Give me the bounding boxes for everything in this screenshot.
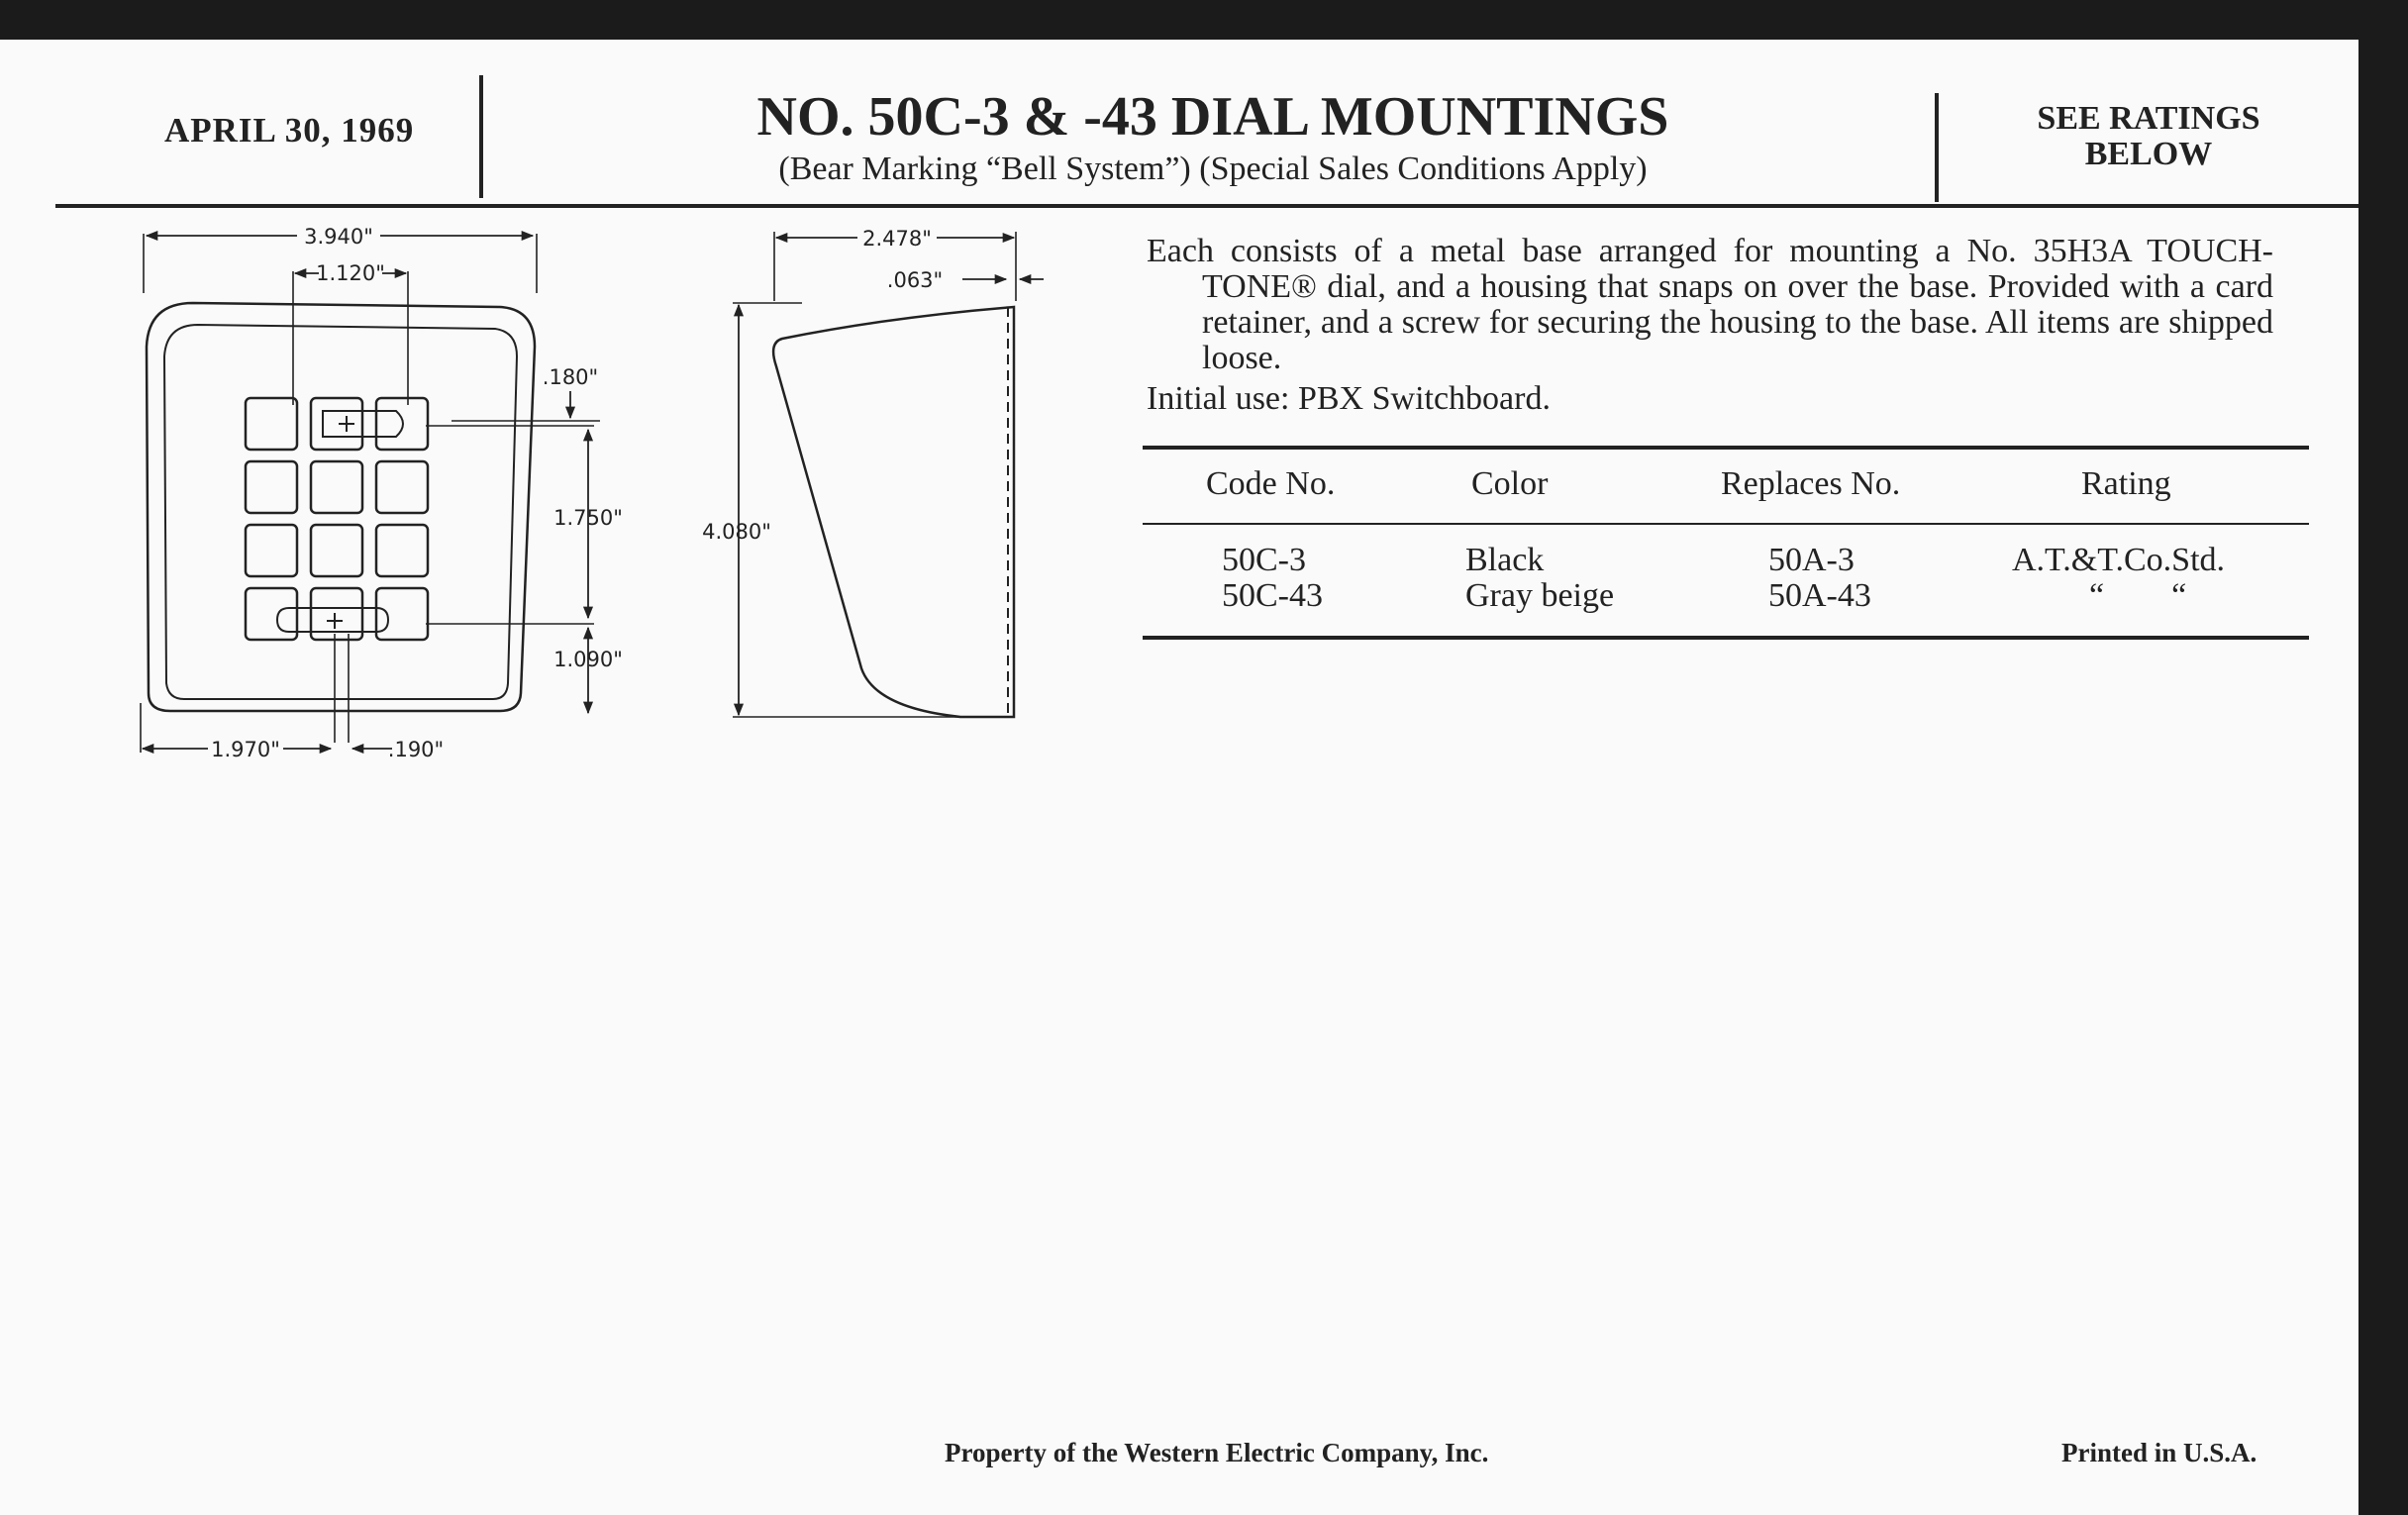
footer-printed: Printed in U.S.A. bbox=[2061, 1438, 2258, 1467]
col-header-code: Code No. bbox=[1206, 465, 1336, 502]
col-header-replaces: Replaces No. bbox=[1721, 465, 1901, 502]
dim-height-label: 4.080" bbox=[702, 520, 771, 544]
rating-note bbox=[1941, 101, 2357, 171]
description-text: Each consists of a metal base arranged for mounting a No. 35H3A TOUCH-TONE® dial, and a housing that snaps on over the base. Provided with a card retainer, and a screw for securing the housing to the base. All items are shipped loose. bbox=[1147, 233, 2273, 376]
dim-thickness-label: .063" bbox=[886, 268, 944, 292]
table-row-2-rating: “ “ bbox=[2089, 577, 2187, 614]
table-row-1-replaces: 50A-3 bbox=[1768, 542, 1855, 578]
table-row-2-color: Gray beige bbox=[1465, 577, 1615, 614]
header-divider-right bbox=[1935, 93, 1939, 202]
description bbox=[1147, 234, 2273, 376]
dim-width-label: 3.940" bbox=[304, 225, 373, 249]
table-top-rule bbox=[1143, 446, 2309, 450]
col-header-color: Color bbox=[1471, 465, 1549, 502]
col-header-rating: Rating bbox=[2081, 465, 2171, 502]
side-view-outline bbox=[773, 307, 1014, 717]
rating-note-line2: BELOW bbox=[2084, 135, 2213, 172]
page-subtitle: (Bear Marking “Bell System”) (Special Sales Conditions Apply) bbox=[778, 151, 1648, 187]
header-divider-left bbox=[479, 75, 483, 198]
table-row-1-rating: A.T.&T.Co.Std. bbox=[2012, 542, 2226, 578]
table-bottom-rule bbox=[1143, 636, 2309, 640]
dim-offset-label: .190" bbox=[387, 738, 445, 761]
issue-date: APRIL 30, 1969 bbox=[164, 111, 415, 150]
table-row-1-color: Black bbox=[1465, 542, 1545, 578]
footer-property: Property of the Western Electric Company, Inc. bbox=[945, 1438, 1489, 1467]
initial-use: Initial use: PBX Switchboard. bbox=[1147, 380, 1551, 417]
dim-rows-label: 1.750" bbox=[553, 506, 623, 530]
page-title: NO. 50C-3 & -43 DIAL MOUNTINGS bbox=[756, 86, 1669, 148]
dim-bottom-label: 1.090" bbox=[553, 648, 623, 671]
keypad-grid bbox=[246, 398, 428, 640]
table-row-2-code: 50C-43 bbox=[1222, 577, 1323, 614]
dim-top-label: .180" bbox=[542, 365, 599, 389]
front-view-outline bbox=[147, 303, 535, 711]
table-row-2-replaces: 50A-43 bbox=[1768, 577, 1871, 614]
dim-left-label: 1.970" bbox=[211, 738, 280, 761]
dial-mounting-drawing bbox=[0, 208, 1089, 762]
table-header-rule bbox=[1143, 523, 2309, 525]
dim-depth-label: 2.478" bbox=[862, 227, 932, 251]
dim-spacing-label: 1.120" bbox=[316, 261, 385, 285]
table-row-1-code: 50C-3 bbox=[1222, 542, 1306, 578]
rating-note-line1: SEE RATINGS bbox=[2037, 100, 2260, 137]
